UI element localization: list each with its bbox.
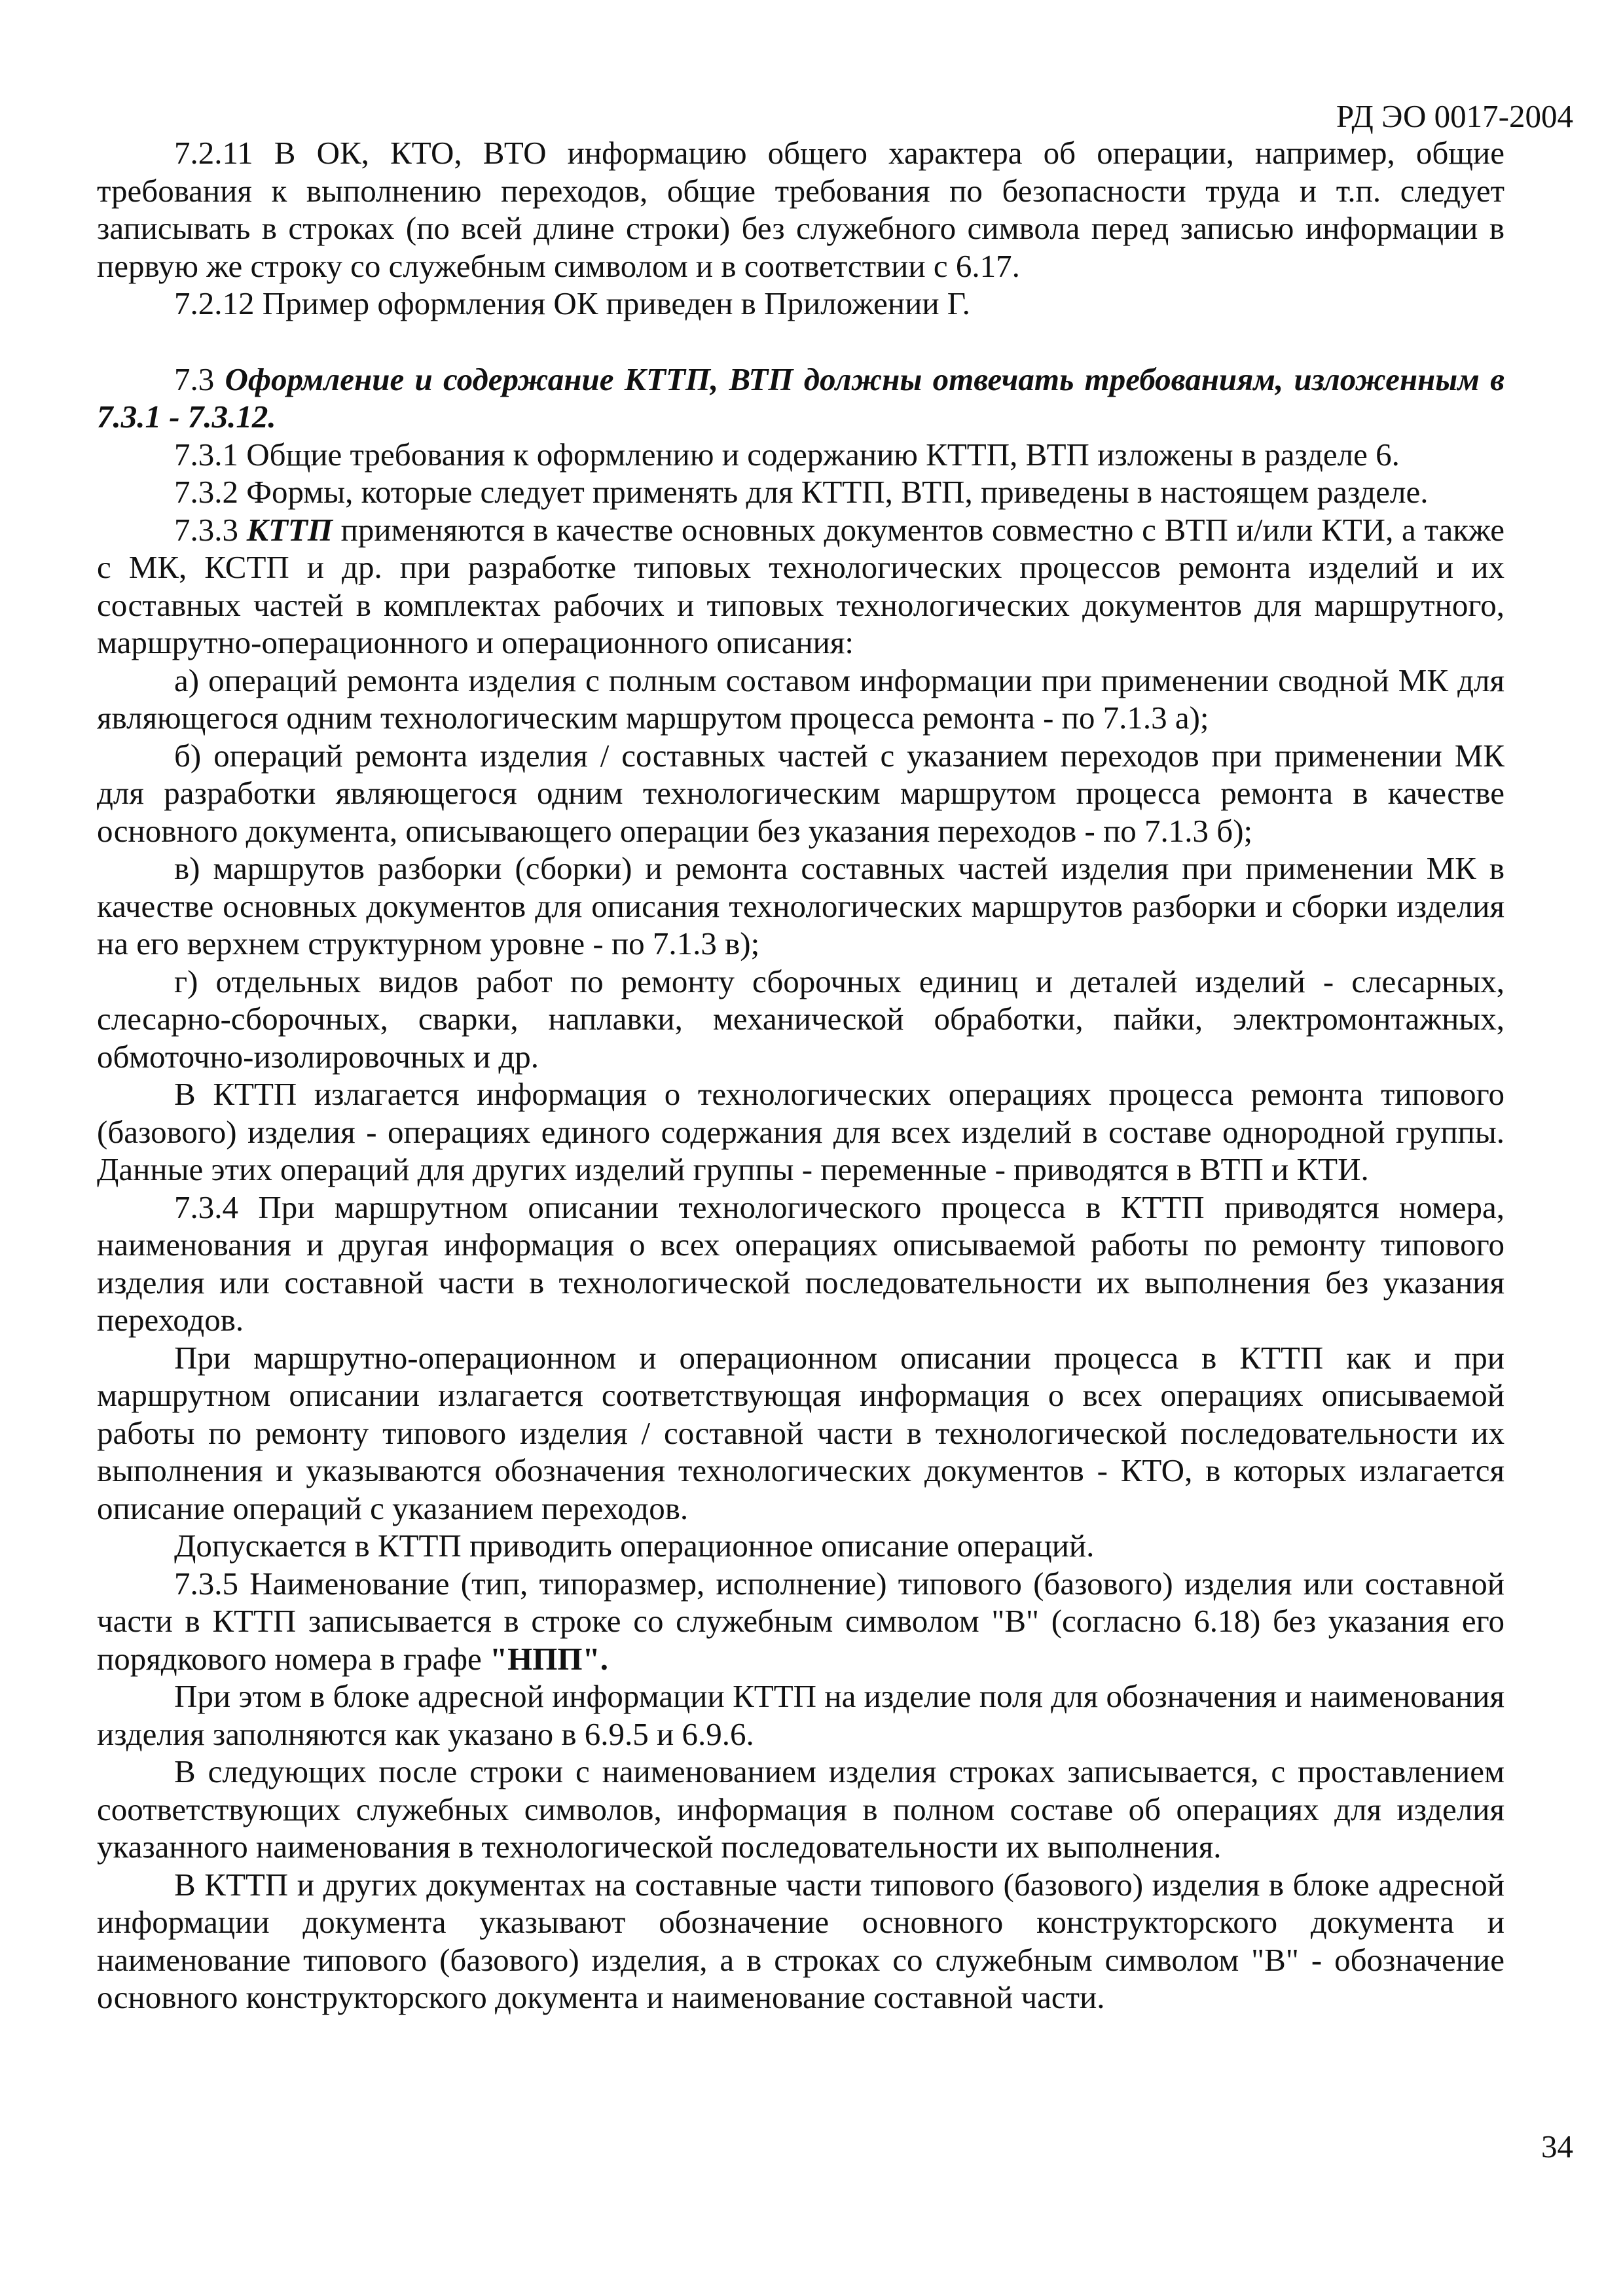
- page-number: 34: [1541, 2128, 1573, 2164]
- paragraph-7-3-heading: [97, 361, 1504, 436]
- paragraph-text: применяются в качестве основных документов совместно с ВТП и/или КТИ, а также с МК, КСТП и др. при разработке типовых технологических процессов ремонта изделий и их составных частей в комплектах рабочих и типовых технологических документов для маршрутного, маршрутно-операционного и операционного описания:: [97, 511, 1505, 660]
- paragraph-7-3-2: 7.3.2 Формы, которые следует применять для КТТП, ВТП, приведены в настоящем разделе.: [174, 474, 1429, 510]
- paragraph-allowed: Допускается в КТТП приводить операционное описание операций.: [174, 1528, 1095, 1564]
- paragraph-kttp-info: В КТТП излагается информация о технологических операциях процесса ремонта типового (базового) изделия - операциях единого содержания для всех изделий в составе однородной группы. Данные этих операций для других изделий группы - переменные - приводятся в ВТП и КТИ.: [97, 1076, 1504, 1187]
- paragraph-following-lines: В следующих после строки с наименованием изделия строках записывается, с проставлением соответствующих служебных символов, информация в полном составе об операциях для изделия указанного наименования в технологической последовательности их выполнения.: [97, 1753, 1504, 1865]
- list-item-v: в) маршрутов разборки (сборки) и ремонта составных частей изделия при применении МК в качестве основных документов для описания технологических маршрутов разборки и сборки изделия на его верхнем структурном уровне - по 7.1.3 в);: [97, 850, 1504, 961]
- document-code: РД ЭО 0017-2004: [1336, 98, 1573, 134]
- list-item-b: б) операций ремонта изделия / составных частей с указанием переходов при применении МК для разработки являющегося одним технологическим маршрутом процесса ремонта в качестве основного документа, описывающего операции без указания переходов - по 7.1.3 б);: [97, 737, 1504, 849]
- column-name-bold: "НПП".: [489, 1640, 608, 1677]
- paragraph-7-2-11: 7.2.11 В ОК, КТО, ВТО информацию общего характера об операции, например, общие требования к выполнению переходов, общие требования по безопасности труда и т.п. следует записывать в строках (по всей длине строки) без служебного символа перед записью информации в первую же строку со служебным символом и в соответствии с 6.17.: [97, 135, 1504, 284]
- paragraph-address-block: При этом в блоке адресной информации КТТП на изделие поля для обозначения и наименования изделия заполняются как указано в 6.9.5 и 6.9.6.: [97, 1678, 1504, 1752]
- paragraph-components: В КТТП и других документах на составные части типового (базового) изделия в блоке адресной информации документа указывают обозначение основного конструкторского документа и наименование типового (базового) изделия, а в строках со служебным символом "В" - обозначение основного конструкторского документа и наименование составной части.: [97, 1866, 1504, 2015]
- document-body: [97, 134, 1504, 2017]
- term-emphasis: КТТП: [246, 511, 333, 548]
- list-item-g: г) отдельных видов работ по ремонту сборочных единиц и деталей изделий - слесарных, слесарно-сборочных, сварки, наплавки, механической обработки, пайки, электромонтажных, обмоточно-изолировочных и др.: [97, 963, 1504, 1075]
- paragraph-number: 7.3: [174, 361, 225, 397]
- paragraph-route-operational: При маршрутно-операционном и операционном описании процесса в КТТП как и при маршрутном описании излагается соответствующая информация о всех операциях описываемой работы по ремонту типового изделия / составной части в технологической последовательности их выполнения и указываются обозначения технологических документов - КТО, в которых излагается описание операций с указанием переходов.: [97, 1339, 1504, 1526]
- list-item-a: а) операций ремонта изделия с полным составом информации при применении сводной МК для являющегося одним технологическим маршрутом процесса ремонта - по 7.1.3 а);: [97, 662, 1504, 736]
- paragraph-7-3-1: 7.3.1 Общие требования к оформлению и содержанию КТТП, ВТП изложены в разделе 6.: [174, 436, 1400, 473]
- paragraph-7-2-12: 7.2.12 Пример оформления ОК приведен в Приложении Г.: [174, 285, 970, 321]
- paragraph-7-3-5: [97, 1565, 1504, 1678]
- section-heading-emphasis: Оформление и содержание КТТП, ВТП должны отвечать требованиям, изложенным в 7.3.1 - 7.3.12.: [97, 361, 1505, 435]
- paragraph-text: 7.3.5 Наименование (тип, типоразмер, исполнение) типового (базового) изделия или составной части в КТТП записывается в строке со служебным символом "В" (согласно 6.18) без указания его порядкового номера в графе: [97, 1565, 1504, 1677]
- paragraph-number: 7.3.3: [174, 511, 247, 548]
- paragraph-7-3-4: 7.3.4 При маршрутном описании технологического процесса в КТТП приводятся номера, наименования и другая информация о всех операциях описываемой работы по ремонту типового изделия или составной части в технологической последовательности их выполнения без указания переходов.: [97, 1189, 1504, 1338]
- paragraph-7-3-3: [97, 511, 1504, 662]
